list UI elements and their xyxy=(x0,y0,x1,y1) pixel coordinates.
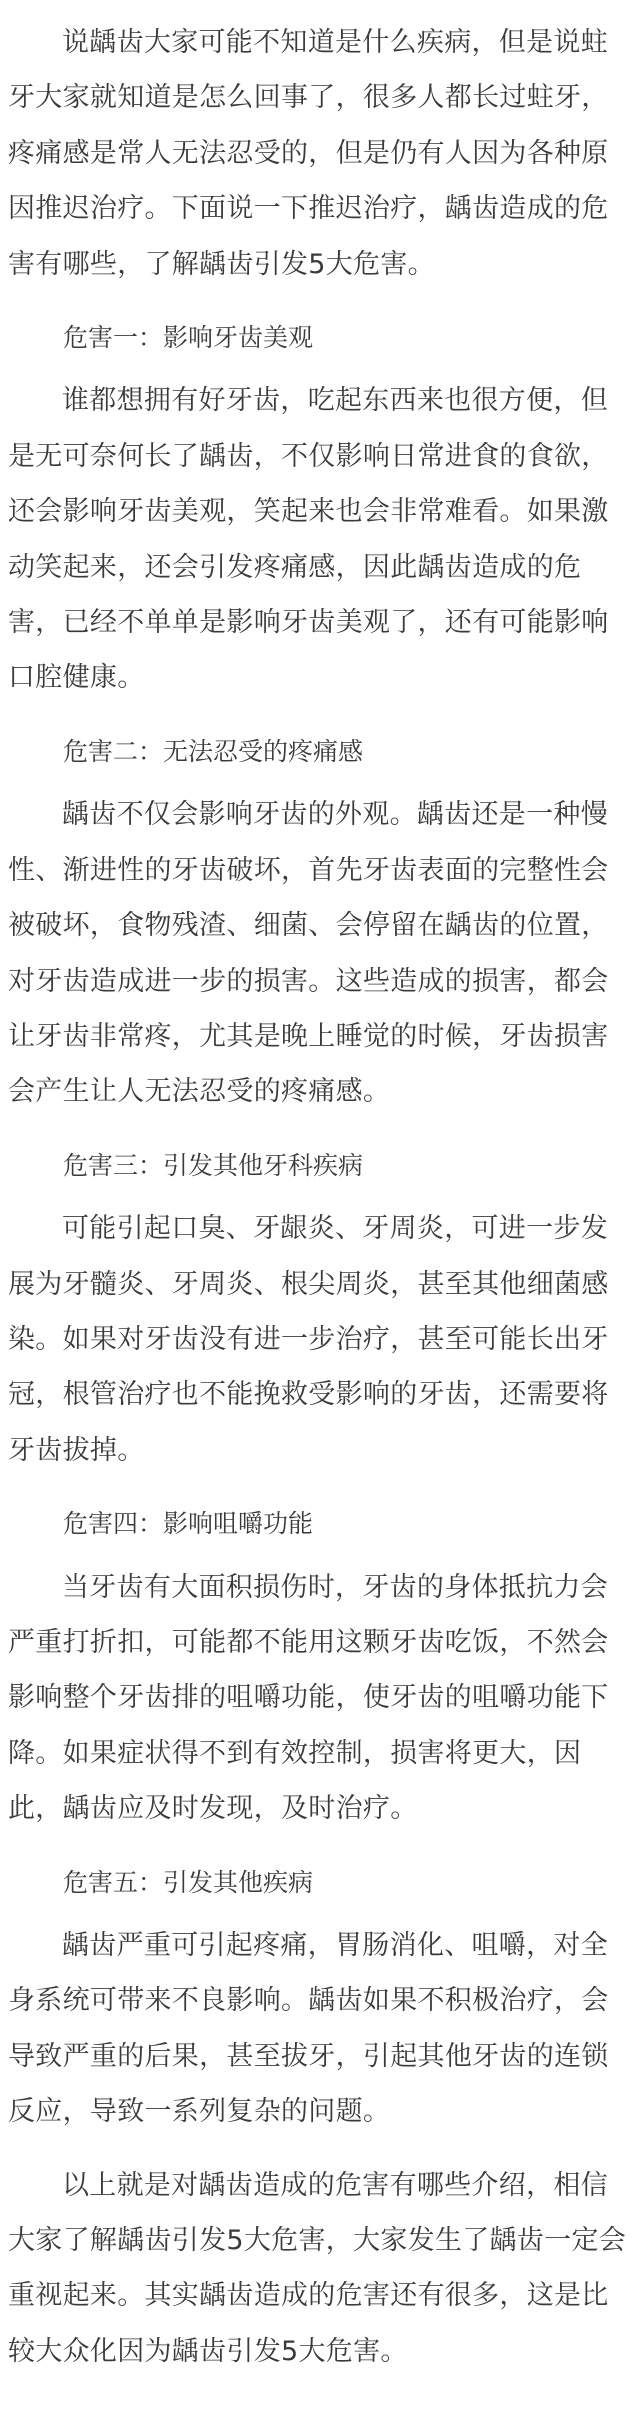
section-body-3: 可能引起口臭、牙龈炎、牙周炎，可进一步发展为牙髓炎、牙周炎、根尖周炎，甚至其他细菌感染。如果对牙齿没有进一步治疗，甚至可能长出牙冠，根管治疗也不能挽救受影响的牙齿，还需要将牙齿拔掉。 xyxy=(8,1213,609,1466)
section-heading-2: 危害二：无法忍受的疼痛感 xyxy=(63,736,364,766)
section-heading-5: 危害五：引发其他疾病 xyxy=(63,1867,314,1897)
spacer xyxy=(8,1120,632,1138)
section-heading-4: 危害四：影响咀嚼功能 xyxy=(63,1509,314,1539)
spacer xyxy=(8,1552,632,1560)
spacer xyxy=(8,706,632,724)
spacer xyxy=(8,1478,632,1496)
spacer xyxy=(8,1193,632,1201)
spacer xyxy=(8,365,632,373)
section-body-5: 龋齿严重可引起疼痛，胃肠消化、咀嚼，对全身系统可带来不良影响。龋齿如果不积极治疗，会导致严重的后果，甚至拔牙，引起其他牙齿的连锁反应，导致一系列复杂的问题。 xyxy=(8,1930,609,2128)
intro-paragraph: 说龋齿大家可能不知道是什么疾病，但是说蛀牙大家就知道是怎么回事了，很多人都长过蛀牙，疼痛感是常人无法忍受的，但是仍有人因为各种原因推迟治疗。下面说一下推迟治疗，龋齿造成的危害有哪些，了解龋齿引发5大危害。 xyxy=(8,27,609,280)
section-body-2: 龋齿不仅会影响牙齿的外观。龋齿还是一种慢性、渐进性的牙齿破坏，首先牙齿表面的完整性会被破坏，食物残渣、细菌、会停留在龋齿的位置，对牙齿造成进一步的损害。这些造成的损害，都会让牙齿非常疼，尤其是晚上睡觉的时候，牙齿损害会产生让人无法忍受的疼痛感。 xyxy=(8,799,609,1108)
spacer xyxy=(8,2140,632,2158)
spacer xyxy=(8,292,632,310)
spacer xyxy=(8,779,632,787)
section-heading-3: 危害三：引发其他牙科疾病 xyxy=(63,1150,364,1180)
spacer xyxy=(8,1910,632,1918)
section-heading-1: 危害一：影响牙齿美观 xyxy=(63,323,314,353)
section-body-4: 当牙齿有大面积损伤时，牙齿的身体抵抗力会严重打折扣，可能都不能用这颗牙齿吃饭，不然会影响整个牙齿排的咀嚼功能，使牙齿的咀嚼功能下降。如果症状得不到有效控制，损害将更大，因此，龋齿应及时发现，及时治疗。 xyxy=(8,1571,609,1825)
section-body-1: 谁都想拥有好牙齿，吃起东西来也很方便，但是无可奈何长了龋齿，不仅影响日常进食的食欲，还会影响牙齿美观，笑起来也会非常难看。如果激动笑起来，还会引发疼痛感，因此龋齿造成的危害，已经不单单是影响牙齿美观了，还有可能影响口腔健康。 xyxy=(8,385,609,694)
spacer xyxy=(8,1837,632,1855)
conclusion-paragraph: 以上就是对龋齿造成的危害有哪些介绍，相信大家了解龋齿引发5大危害，大家发生了龋齿一定会重视起来。其实龋齿造成的危害还有很多，这是比较大众化因为龋齿引发5大危害。 xyxy=(8,2169,627,2367)
